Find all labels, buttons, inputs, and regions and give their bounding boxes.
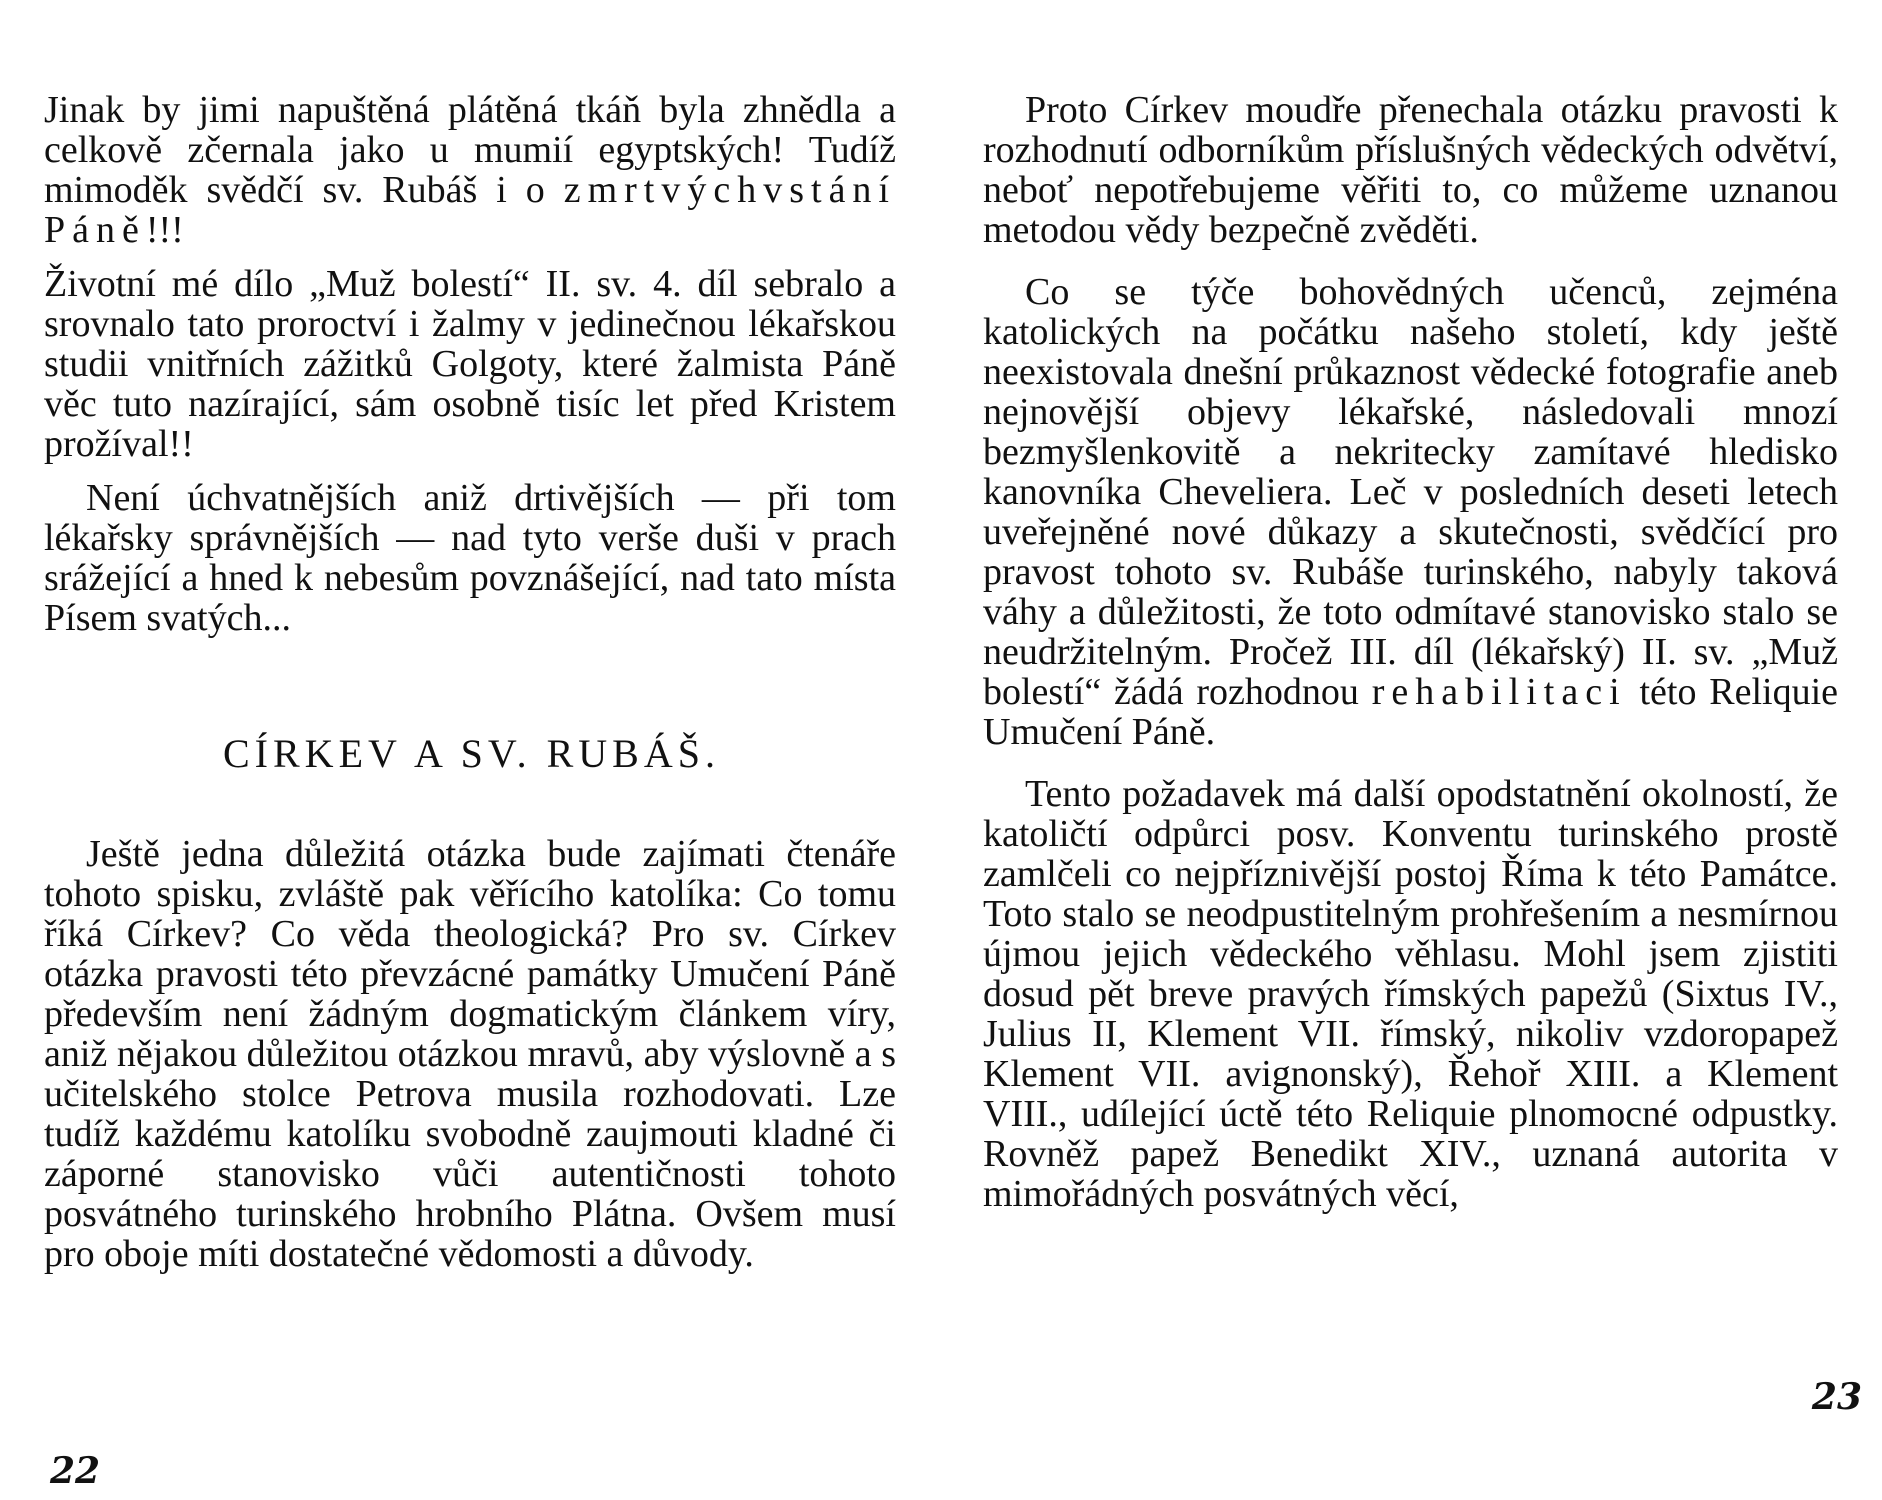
paragraph: Proto Církev moudře přenechala otázku pravosti k rozhodnutí odborníkům příslušných vědeckých odvětví, neboť nepotřebujeme věřiti to, co můžeme uznanou metodou vědy bezpečně zvěděti. [983,89,1838,251]
paragraph-text: této Reliquie Umučení Páně. [983,671,1839,753]
section-heading: CÍRKEV A SV. RUBÁŠ. [223,731,720,776]
page-number: 23 [1811,1376,1862,1418]
paragraph: Životní mé dílo „Muž bolestí“ II. sv. 4. díl sebralo a srovnalo tato proroctví i žalmy v jedinečnou lékařskou studii vnitřních zážitků Golgoty, které žalmista Páně věc tuto nazírající, sám osobně tisíc let před Kristem prožíval!! [44,263,896,465]
page-number: 22 [50,1450,101,1492]
paragraph [983,272,1838,752]
spaced-emphasis: rehabilitaci [1371,671,1627,713]
paragraph [44,90,896,250]
paragraph: Není úchvatnějších aniž drtivějších — při tom lékařsky správnějších — nad tyto verše duši v prach srážející a hned k nebesům povznášející, nad tato místa Písem svatých... [44,477,896,639]
paragraph: Ještě jedna důležitá otázka bude zajímati čtenáře tohoto spisku, zvláště pak věřícího katolíka: Co tomu říká Církev? Co věda theologická? Pro sv. Církev otázka pravosti této převzácné památky Umučení Páně především není žádným dogmatickým článkem víry, aniž nějakou důležitou otázkou mravů, aby výslovně a s učitelského stolce Petrova musila rozhodovati. Lze tudíž každému katolíku svobodně zaujmouti kladné či záporné stanovisko vůči autentičnosti tohoto posvátného turinského hrobního Plátna. Ovšem musí pro oboje míti dostatečné vědomosti a důvody. [44,833,896,1275]
left-text-column [44,90,896,1274]
spaced-emphasis: zmrtvýchvstání Páně [44,169,896,251]
paragraph: Tento požadavek má další opodstatnění okolností, že katoličtí odpůrci posv. Konventu turinského prostě zamlčeli co nejpříznivější postoj Říma k této Památce. Toto stalo se neodpustitelným prohřešením a nesmírnou újmou jejich vědeckého věhlasu. Mohl jsem zjistiti dosud pět breve pravých římských papežů (Sixtus IV., Julius II, Klement VII. římský, nikoliv vzdoropapež Klement VII. avignonský), Řehoř XIII. a Klement VIII., udílející úctě této Reliquie plnomocné odpustky. Rovněž papež Benedikt XIV., uznaná autorita v mimořádných posvátných věcí, [983,773,1838,1215]
paragraph-text: !!! [145,209,184,251]
right-text-column [983,90,1838,1214]
right-page [941,0,1882,1500]
paragraph-text: Co se týče bohovědných učenců, zejména katolických na počátku našeho století, kdy ještě neexistovala dnešní průkaznost vědecké fotografie aneb nejnovější objevy lékařské, následovali mnozí bezmyšlenkovitě a nekritecky zamítavé hledisko kanovníka Cheveliera. Leč v posledních deseti letech uveřejněné nové důkazy a skutečnosti, svědčící pro pravost tohoto sv. Rubáše turinského, nabyly taková váhy a důležitosti, že toto odmítavé stanovisko stalo se neudržitelným. Pročež III. díl (lékařský) II. sv. „Muž bolestí“ žádá rozhodnou [983,271,1838,713]
paragraph-text: Jinak by jimi napuštěná plátěná tkáň byla zhnědla a celkově zčernala jako u mumií egyptských! Tudíž mimoděk svědčí sv. Rubáš i o [44,89,896,211]
